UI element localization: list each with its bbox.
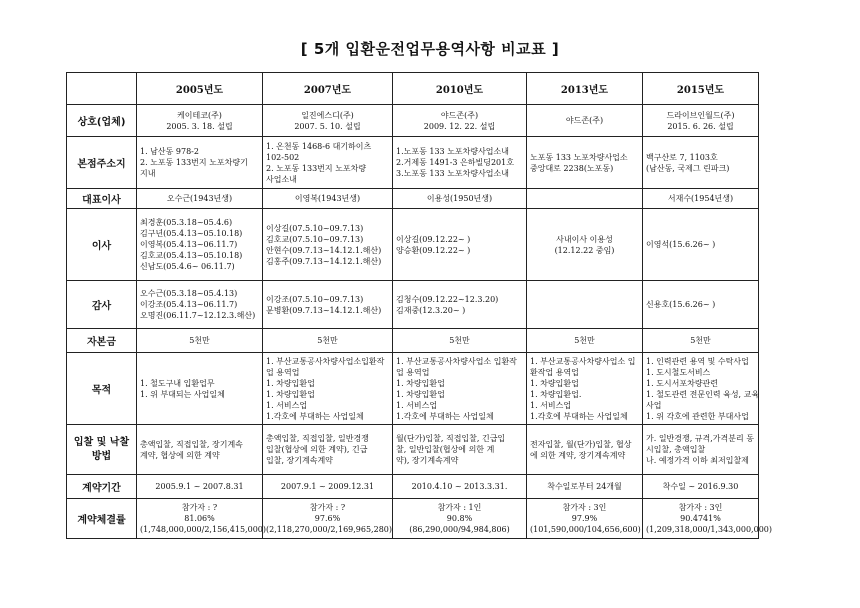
year-header: 2005년도	[137, 73, 263, 105]
table-row	[67, 137, 759, 189]
table-cell	[527, 425, 643, 475]
cell-line: (1,209,318,000/1,343,000,000)	[646, 525, 772, 534]
table-cell	[137, 189, 263, 209]
cell-line: 드라이브인월드(주)	[666, 110, 735, 120]
cell-line: 이상길(07.5.10~09.7.13)	[266, 223, 364, 233]
cell-line: 중앙대로 2238(노포동)	[530, 163, 614, 173]
table-cell	[393, 137, 527, 189]
table-row	[67, 353, 759, 425]
table-cell	[643, 499, 772, 539]
table-cell	[393, 209, 527, 281]
cell-line: 일진에스디(주)	[301, 110, 354, 120]
table-cell	[527, 353, 643, 425]
table-cell	[643, 475, 759, 499]
cell-line: 월(단가)입찰, 직접입찰, 긴급입	[396, 434, 506, 443]
cell-line: 1. 인력관련 용역 및 수탁사업	[646, 356, 749, 366]
cell-line: 1. 남산동 978-2	[140, 147, 199, 156]
table-cell	[527, 329, 643, 353]
table-cell	[393, 353, 527, 425]
table-cell	[263, 209, 393, 281]
cell-line: 1. 차량입환업	[266, 378, 315, 388]
table-row	[67, 189, 759, 209]
row-label: 본점주소지	[67, 137, 137, 189]
cell-line: 2. 노포동 133번지 노포차량기	[140, 158, 248, 167]
cell-line: 1. 차량입환업.	[530, 389, 582, 399]
cell-line: 2007. 5. 10. 설립	[294, 121, 361, 131]
cell-line: 이영복(05.4.13~06.11.7)	[140, 240, 238, 249]
cell-line: 1. 온천동 1468-6 대기하이츠	[266, 141, 372, 151]
table-cell	[137, 105, 263, 137]
cell-line: 김호교(05.4.13~05.10.18)	[140, 251, 243, 260]
table-cell	[643, 105, 759, 137]
cell-line: 참가자 : 1인	[437, 503, 482, 512]
header-row	[67, 73, 759, 105]
cell-line: 1. 철도관련 전문인력 육성, 교육	[646, 389, 760, 399]
cell-line: 계약, 협상에 의한 계약	[140, 450, 220, 460]
cell-line: 97.9%	[571, 514, 598, 523]
cell-line: 1. 차량입환업	[396, 378, 445, 388]
cell-line: 1. 도시서포차량관련	[646, 378, 718, 388]
cell-line: 총액입찰, 직접입찰, 일반경쟁	[266, 434, 369, 443]
cell-line: 참가자 : 3인	[562, 503, 607, 512]
cell-line: 이영복(1943년생)	[294, 194, 361, 203]
cell-line: 입찰(협상에 의한 계약), 긴급	[266, 445, 368, 454]
cell-line: 5천만	[317, 336, 338, 345]
cell-line: 1. 서비스업	[396, 400, 438, 410]
table-cell	[263, 425, 393, 475]
table-cell	[137, 475, 263, 499]
cell-line: 사내이사 이용성	[556, 234, 613, 244]
comparison-table	[66, 72, 772, 539]
cell-line: 안현수(09.7.13~14.12.1.해산)	[266, 245, 382, 255]
table-cell	[263, 281, 393, 329]
cell-line: 1.각호에 부대하는 사업일체	[530, 411, 628, 421]
table-cell	[643, 329, 759, 353]
cell-line: 102-502	[266, 152, 300, 162]
row-label: 자본금	[67, 329, 137, 353]
cell-line: 2015. 6. 26. 설립	[667, 121, 734, 131]
cell-line: 노포동 133 노포차량사업소	[530, 152, 628, 162]
table-row	[67, 499, 759, 539]
cell-line: 최경훈(05.3.18~05.4.6)	[140, 218, 233, 227]
cell-line: 2009. 12. 22. 설립	[423, 121, 496, 131]
table-cell	[263, 189, 393, 209]
cell-line: 1. 차량입환업	[266, 389, 315, 399]
cell-line: 1.노포동 133 노포차량사업소내	[396, 147, 509, 156]
page-title: [ 5개 입환운전업무용역사항 비교표 ]	[300, 40, 560, 58]
cell-line: 야드존(주)	[565, 116, 604, 125]
cell-line: 1. 서비스업	[266, 400, 308, 410]
row-label: 입찰 및 낙찰방법	[67, 425, 137, 475]
cell-line: 착수일 ~ 2016.9.30	[662, 482, 739, 491]
cell-line: 총액입찰, 직접입찰, 장기계속	[140, 439, 243, 449]
cell-line: 백구산로 7, 1103호	[646, 152, 718, 162]
cell-line: 오명진(06.11.7~12.12.3.해산)	[140, 311, 256, 320]
cell-line: 찰, 일반입찰(협상에 의한 계	[396, 445, 495, 454]
year-header: 2010년도	[393, 73, 527, 105]
row-label: 상호(업체)	[67, 105, 137, 137]
table-body	[67, 105, 772, 539]
cell-line: 이상길(09.12.22~ )	[396, 234, 471, 244]
table-cell	[393, 329, 527, 353]
cell-line: 2010.4.10 ~ 2013.3.31.	[411, 482, 508, 491]
cell-line: (101,590,000/104,656,600)	[530, 525, 641, 534]
cell-line: 신용호(15.6.26~ )	[646, 300, 716, 309]
cell-line: 2007.9.1 ~ 2009.12.31	[280, 482, 375, 491]
table-row	[67, 281, 759, 329]
table-cell	[137, 281, 263, 329]
table-cell	[643, 209, 759, 281]
cell-line: 2005.9.1 ~ 2007.8.31	[155, 482, 244, 491]
row-label: 계약기간	[67, 475, 137, 499]
cell-line: 90.8%	[446, 514, 473, 523]
table-cell	[263, 475, 393, 499]
table-cell	[527, 499, 643, 539]
cell-line: 참가자 : ?	[181, 503, 218, 512]
year-header: 2015년도	[643, 73, 759, 105]
table-cell	[527, 137, 643, 189]
cell-line: 김호교(07.5.10~09.7.13)	[266, 234, 364, 244]
cell-line: 업 용역업	[266, 367, 300, 377]
cell-line: 2. 노포동 133번지 노포차량	[266, 163, 367, 173]
row-label: 대표이사	[67, 189, 137, 209]
table-cell	[643, 353, 759, 425]
cell-line: (1,748,000,000/2,156,415,000)	[140, 525, 266, 534]
cell-line: 이강조(07.5.10~09.7.13)	[266, 294, 364, 304]
table-cell	[643, 137, 759, 189]
table-cell	[393, 105, 527, 137]
cell-line: 에 의한 계약, 장기계속계약	[530, 450, 626, 460]
cell-line: 5천만	[189, 336, 210, 345]
cell-line: 5천만	[574, 336, 595, 345]
cell-line: 참가자 : 3인	[678, 503, 723, 512]
cell-line: 환작업 용역업	[530, 367, 579, 377]
year-header: 2013년도	[527, 73, 643, 105]
table-cell	[643, 281, 759, 329]
table-cell	[527, 281, 643, 329]
row-label: 계약체결률	[67, 499, 137, 539]
cell-line: 3.노포동 133 노포차량사업소내	[396, 169, 509, 178]
cell-line: 케이테코(주)	[177, 110, 222, 120]
cell-line: 문병환(09.7.13~14.12.1.해산)	[266, 305, 382, 315]
table-cell	[393, 281, 527, 329]
table-cell	[263, 105, 393, 137]
table-cell	[137, 329, 263, 353]
table-cell	[527, 105, 643, 137]
table-cell	[393, 189, 527, 209]
cell-line: 5천만	[449, 336, 470, 345]
cell-line: 이용성(1950년생)	[426, 194, 493, 203]
cell-line: 1. 도시철도서비스	[646, 367, 711, 377]
cell-line: 서재수(1954년생)	[667, 194, 734, 203]
cell-line: 입찰, 장기계속계약	[266, 456, 333, 465]
cell-line: 2005. 3. 18. 설립	[166, 121, 233, 131]
table-cell	[137, 425, 263, 475]
year-header: 2007년도	[263, 73, 393, 105]
cell-line: 2.거제동 1491-3 은하빌딩201호	[396, 158, 514, 167]
table-cell	[263, 329, 393, 353]
table-cell	[263, 137, 393, 189]
table-cell	[643, 189, 759, 209]
cell-line: 이강조(05.4.13~06.11.7)	[140, 300, 238, 309]
cell-line: 사업	[646, 400, 662, 410]
cell-line: (86,290,000/94,984,806)	[409, 525, 510, 534]
cell-line: (2,118,270,000/2,169,965,280)	[266, 525, 392, 534]
row-label: 감사	[67, 281, 137, 329]
table-cell	[527, 475, 643, 499]
cell-line: 1. 위 부대되는 사업일체	[140, 389, 225, 399]
cell-line: 가. 일반경쟁, 규격,가격분리 동	[646, 434, 754, 443]
cell-line: (남산동, 국제그 린파크)	[646, 163, 730, 173]
table-row	[67, 105, 759, 137]
table-cell	[393, 475, 527, 499]
cell-line: 97.6%	[314, 514, 341, 523]
cell-line: 지내	[140, 169, 156, 178]
table-cell	[137, 353, 263, 425]
cell-line: 김청수(09.12.22~12.3.20)	[396, 294, 499, 304]
cell-line: 시입찰, 총액입찰	[646, 445, 706, 454]
table-cell	[137, 137, 263, 189]
row-label: 이사	[67, 209, 137, 281]
row-label: 목적	[67, 353, 137, 425]
cell-line: 1. 서비스업	[530, 400, 572, 410]
cell-line: 1. 부산교통공사차량사업소입환작	[266, 356, 385, 366]
cell-line: 1. 위 각호에 관련한 부대사업	[646, 411, 749, 421]
cell-line: 5천만	[690, 336, 711, 345]
cell-line: 야드존(주)	[440, 110, 479, 120]
cell-line: 약), 장기계속계약	[396, 456, 459, 465]
cell-line: 착수일로부터 24개월	[547, 482, 622, 491]
corner-cell	[67, 73, 137, 105]
cell-line: 1. 부산교통공사차량사업소 입환작	[396, 356, 517, 366]
cell-line: 1. 차량입환업	[396, 389, 445, 399]
table-cell	[263, 353, 393, 425]
table-cell	[643, 425, 759, 475]
cell-line: 업 용역업	[396, 367, 430, 377]
cell-line: 1.각호에 부대하는 사업일체	[266, 411, 364, 421]
cell-line: 김재중(12.3.20~ )	[396, 305, 466, 315]
table-row	[67, 475, 759, 499]
cell-line: 참가자 : ?	[309, 503, 346, 512]
cell-line: 양승환(09.12.22~ )	[396, 245, 471, 255]
table-cell	[393, 499, 527, 539]
table-cell	[137, 499, 266, 539]
table-row	[67, 329, 759, 353]
cell-line: (12.12.22 중임)	[554, 245, 615, 255]
cell-line: 1. 차량입환업	[530, 378, 579, 388]
table-cell	[527, 189, 643, 209]
cell-line: 81.06%	[184, 514, 215, 523]
cell-line: 오수근(1943년생)	[166, 194, 233, 203]
cell-line: 전자입찰, 월(단가)입찰, 협상	[530, 439, 632, 449]
cell-line: 1. 철도구내 입환업무	[140, 378, 215, 388]
cell-line: 사업소내	[266, 174, 297, 184]
cell-line: 이영석(15.6.26~ )	[646, 240, 716, 249]
cell-line: 나. 예정가격 이하 최저입찰제	[646, 456, 749, 465]
cell-line: 김구년(05.4.13~05.10.18)	[140, 229, 243, 238]
table-cell	[527, 209, 643, 281]
table-cell	[137, 209, 263, 281]
cell-line: 90.4741%	[680, 514, 721, 523]
cell-line: 1. 부산교통공사차량사업소 입	[530, 356, 636, 366]
table-cell	[393, 425, 527, 475]
table-row	[67, 209, 759, 281]
cell-line: 신남도(05.4.6~ 06.11.7)	[140, 262, 235, 271]
cell-line: 오수근(05.3.18~05.4.13)	[140, 289, 238, 298]
table-row	[67, 425, 759, 475]
table-cell	[263, 499, 393, 539]
cell-line: 1.각호에 부대하는 사업일체	[396, 411, 494, 421]
cell-line: 김홍주(09.7.13~14.12.1.해산)	[266, 256, 382, 266]
